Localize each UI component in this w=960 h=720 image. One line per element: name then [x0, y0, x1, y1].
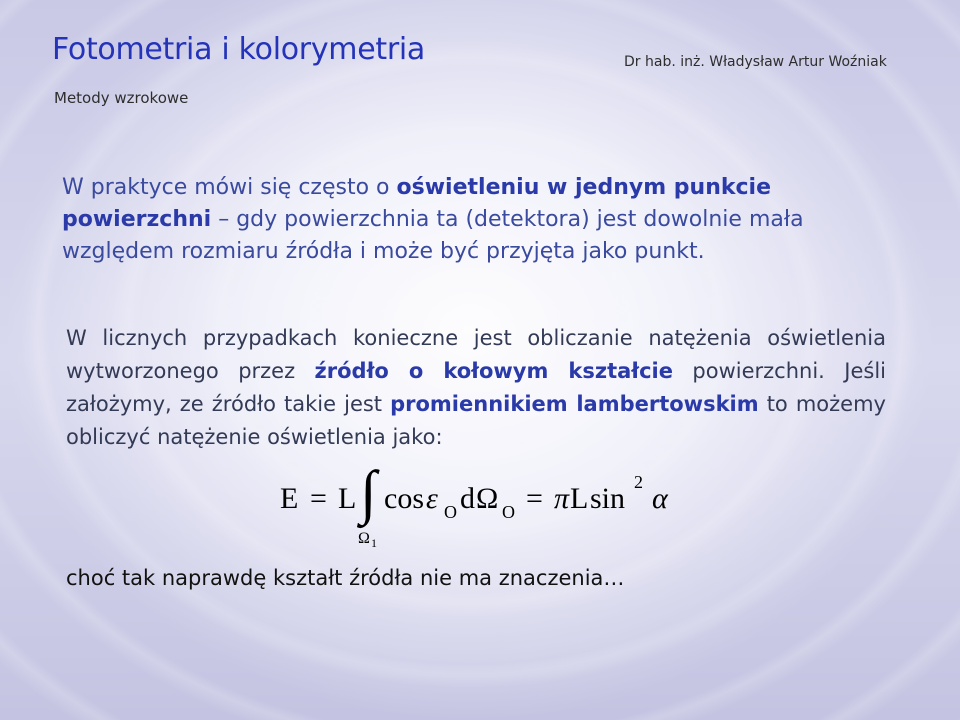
integral-sign: ∫	[360, 459, 377, 525]
formula-alpha: α	[652, 482, 668, 515]
text: W licznych przypadkach konieczne jest obliczanie natężenia oświetlenia wytworzonego przez	[66, 326, 886, 383]
formula-L: L	[338, 482, 357, 515]
author-name: Dr hab. inż. Władysław Artur Woźniak	[624, 54, 887, 70]
text: to możemy obliczyć natężenie oświetlenia jako:	[66, 392, 886, 449]
paragraph-point-illumination	[62, 172, 882, 268]
formula-sup-2: 2	[634, 472, 643, 492]
slide-title: Fotometria i kolorymetria	[52, 32, 425, 67]
emphasis-text: źródło o kołowym kształcie	[314, 359, 673, 383]
illuminance-formula	[280, 459, 700, 558]
formula-E: E	[280, 482, 299, 515]
formula-equals: =	[310, 482, 327, 515]
formula-sin: sin	[590, 482, 626, 515]
integral-limit-sub: 1	[371, 536, 377, 550]
formula-epsilon: ε	[426, 482, 438, 515]
paragraph-closing: choć tak naprawdę kształt źródła nie ma znaczenia…	[66, 566, 625, 590]
formula-omega: Ω	[476, 482, 499, 515]
formula-pi: π	[554, 482, 570, 515]
formula-sub-O: O	[502, 502, 515, 522]
formula-cos: cos	[384, 482, 424, 515]
text: – gdy powierzchnia ta (detektora) jest dowolnie mała względem rozmiaru źródła i może być przyjęta jako punkt.	[62, 207, 804, 264]
integral-limit: Ω	[358, 530, 370, 547]
emphasis-text: oświetleniu w jednym punkcie powierzchni	[62, 175, 771, 232]
formula-equals: =	[526, 482, 543, 515]
formula-L: L	[570, 482, 589, 515]
slide-subtitle: Metody wzrokowe	[54, 89, 189, 107]
formula-sub-O: O	[444, 502, 457, 522]
text: powierzchni. Jeśli założymy, ze źródło takie jest	[66, 359, 886, 416]
emphasis-text: promiennikiem lambertowskim	[390, 392, 759, 416]
paragraph-circular-source	[66, 322, 886, 454]
formula-d: d	[460, 482, 475, 515]
text: W praktyce mówi się często o	[62, 175, 397, 200]
